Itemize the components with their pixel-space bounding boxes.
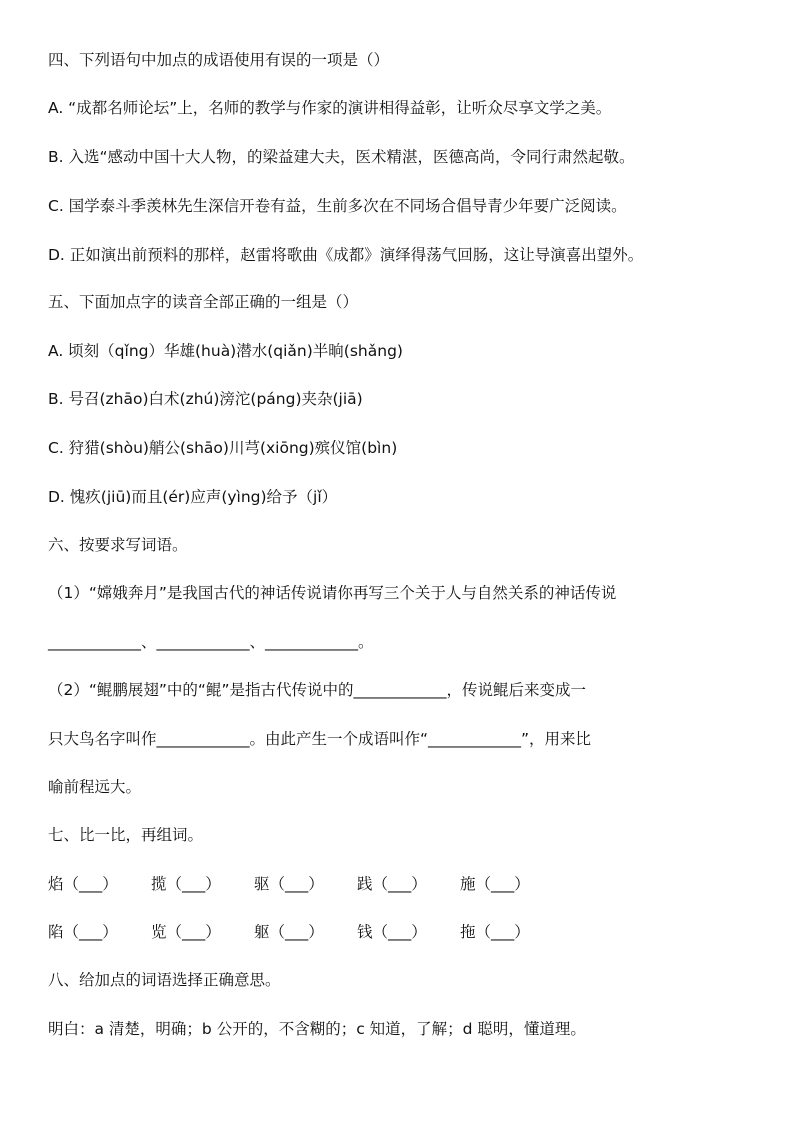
q4-option-b: B. 入选“感动中国十大人物，的梁益建大夫，医术精湛，医德高尚，令同行肃然起敬。 <box>48 148 635 166</box>
q5-option-c: C. 狩猎(shòu)艄公(shāo)川芎(xiōng)殡仪馆(bìn) <box>48 439 398 457</box>
q5-option-a: A. 顷刻（qǐng）华雄(huà)潜水(qiǎn)半晌(shǎng) <box>48 342 403 360</box>
q7-item[interactable]: 钱（___） <box>357 923 427 941</box>
q6-part2-line1: （2）“鲲鹏展翅”中的“鲲”是指古代传说中的____________，传说鲲后来变成一 <box>48 681 586 699</box>
q6-part2-line2: 只大鸟名字叫作____________。由此产生一个成语叫作“____________”，用来比 <box>48 730 592 748</box>
q6-part2-line3: 喻前程远大。 <box>48 778 142 796</box>
q4-option-a: A. “成都名师论坛”上，名师的教学与作家的演讲相得益彰，让听众尽享文学之美。 <box>48 99 612 117</box>
q7-item[interactable]: 陷（___） <box>48 923 118 941</box>
q5-option-d: D. 愧疚(jiū)而且(ér)应声(yìng)给予（jǐ） <box>48 488 338 506</box>
q7-item[interactable]: 焰（___） <box>48 875 118 893</box>
q7-item[interactable]: 躯（___） <box>254 923 324 941</box>
q7-item[interactable]: 践（___） <box>357 875 427 893</box>
q5-heading: 五、下面加点字的读音全部正确的一组是（） <box>48 293 359 311</box>
q4-option-d: D. 正如演出前预料的那样，赵雷将歌曲《成都》演绎得荡气回肠，这让导演喜出望外。 <box>48 246 644 264</box>
q7-item[interactable]: 揽（___） <box>151 875 221 893</box>
q5-option-b: B. 号召(zhāo)白术(zhú)滂沱(páng)夹杂(jiā) <box>48 390 363 408</box>
q4-option-c: C. 国学泰斗季羡林先生深信开卷有益，生前多次在不同场合倡导青少年要广泛阅读。 <box>48 197 627 215</box>
q7-item[interactable]: 驱（___） <box>254 875 324 893</box>
q7-item[interactable]: 拖（___） <box>460 923 530 941</box>
q6-heading: 六、按要求写词语。 <box>48 536 188 554</box>
q4-heading: 四、下列语句中加点的成语使用有误的一项是（） <box>48 51 390 69</box>
q6-part1-blanks[interactable]: ____________、____________、____________。 <box>48 633 374 651</box>
q7-item[interactable]: 览（___） <box>151 923 221 941</box>
q8-definition: 明白：a 清楚，明确；b 公开的，不含糊的；c 知道，了解；d 聪明，懂道理。 <box>48 1020 586 1038</box>
q8-heading: 八、给加点的词语选择正确意思。 <box>48 971 281 989</box>
q7-item[interactable]: 施（___） <box>460 875 530 893</box>
q7-heading: 七、比一比，再组词。 <box>48 826 204 844</box>
q6-part1-prompt: （1）“嫦娥奔月”是我国古代的神话传说请你再写三个关于人与自然关系的神话传说 <box>48 584 617 602</box>
